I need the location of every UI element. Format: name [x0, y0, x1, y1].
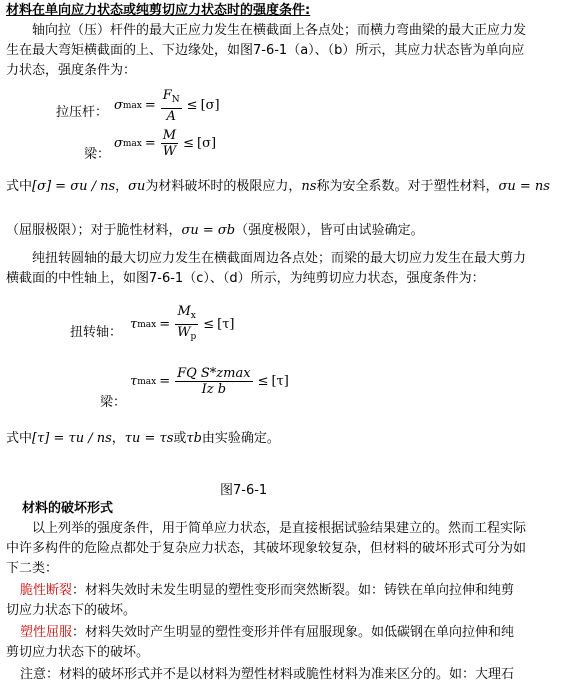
- eq3-num-sub: x: [190, 311, 196, 321]
- def1-prefix: 式中: [6, 179, 33, 194]
- eq3-num: M: [177, 304, 191, 319]
- eq2-num: M: [161, 128, 178, 144]
- def1-expr-d: σu = ns: [498, 179, 550, 194]
- label-beam-normal: 梁：: [84, 147, 111, 162]
- definition-line3: [6, 430, 280, 448]
- section-title-failure: 材料的破坏形式: [22, 501, 114, 516]
- def2-text-b: （强度极限），皆可由试验确定。: [235, 223, 424, 238]
- eq4-num: FQ S*zmax: [177, 366, 251, 381]
- para-torsion-line1: 纯扭转圆轴的最大切应力发生在横截面周边各点处；而梁的最大切应力发生在最大剪力: [32, 251, 527, 266]
- eq1-num: F: [162, 88, 172, 103]
- def3-expr2: τu = τs: [124, 431, 174, 446]
- equation-beam-shear: τ max = $\frac{\text{FQ S*zmax}}{\text{Iz b}}$ ≤ [τ]: [130, 366, 289, 397]
- eq4-rel: ≤: [257, 373, 269, 389]
- para-axial-line3: 力状态，强度条件为：: [6, 63, 137, 78]
- def1-text-c: 称为安全系数。对于塑性材料，: [316, 179, 499, 194]
- eq2-lhs-sub: max: [122, 138, 142, 149]
- eq2-lhs: σ: [114, 135, 123, 151]
- equation-rod: σ max = $\frac{F_N}{A}$ ≤ [σ]: [114, 88, 220, 124]
- eq2-rel: ≤: [183, 135, 195, 151]
- eq2-rhs: [σ]: [197, 135, 217, 151]
- brittle-term: 脆性断裂: [20, 583, 73, 598]
- note-line1: 注意：材料的破坏形式并不是以材料为塑性材料或脆性材料为准来区分的。如：大理石: [20, 667, 515, 682]
- def3-tail: 由实验确定。: [201, 431, 280, 446]
- eq1-fraction: [161, 88, 182, 124]
- eq3-den-sub: p: [190, 332, 197, 342]
- brittle-desc1: ：材料失效时未发生明显的塑性变形而突然断裂。如：铸铁在单向拉伸和纯剪: [72, 583, 515, 598]
- def3-or: 或: [173, 431, 187, 446]
- para-failure-line3: 下二类：: [6, 561, 59, 576]
- label-beam-shear: 梁：: [100, 395, 127, 410]
- figure-caption: 图7-6-1: [220, 483, 268, 498]
- eq1-num-sub: N: [171, 95, 180, 105]
- def1-sym-ns: ns: [301, 179, 317, 194]
- def3-expr: [τ] = τu / ns: [32, 431, 112, 446]
- para-axial-line1: 轴向拉（压）杆件的最大正应力发生在横截面上各点处；而横力弯曲梁的最大正应力发: [32, 23, 527, 38]
- eq3-rel: ≤: [203, 316, 215, 332]
- eq2-den: W: [162, 144, 177, 159]
- def1-sym-u: σu: [128, 179, 146, 194]
- para-axial-line2: 生在最大弯矩横截面的上、下边缘处，如图7-6-1（a）、（b）所示，其应力状态皆为单向应: [6, 43, 525, 58]
- para-failure-line2: 中许多构件的危险点都处于复杂应力状态，其破坏现象较复杂，但材料的破坏形式可分为如: [6, 541, 527, 556]
- eq4-lhs-sub: max: [137, 376, 157, 387]
- para-failure-line1: 以上列举的强度条件，用于简单应力状态，是直接根据试验结果建立的。然而工程实际: [32, 521, 527, 536]
- def1-expr: [σ] = σu / ns: [32, 179, 116, 194]
- def2-text-a: （屈服极限）；对于脆性材料，: [6, 223, 182, 238]
- eq1-rel: ≤: [186, 98, 198, 113]
- def3-prefix: 式中: [6, 431, 33, 446]
- def3-sep: ，: [111, 431, 125, 446]
- eq4-fraction: [175, 366, 252, 397]
- equation-beam-normal: σ max = $\frac{M}{W}$ ≤ [σ]: [114, 128, 217, 159]
- eq4-den: Iz b: [201, 382, 227, 397]
- eq3-den: W: [177, 325, 191, 340]
- plastic-term: 塑性屈服: [20, 625, 73, 640]
- eq1-den: A: [166, 109, 176, 124]
- label-tension-rod: 拉压杆：: [56, 105, 109, 120]
- plastic-desc1: ：材料失效时产生明显的塑性变形并伴有屈服现象。如低碳钢在单向拉伸和纯: [72, 625, 515, 640]
- plastic-line1: [20, 624, 514, 642]
- eq4-lhs: τ: [130, 373, 138, 389]
- label-torsion-shaft: 扭转轴：: [70, 325, 123, 340]
- definition-line1: [6, 178, 550, 196]
- eq1-lhs-sub: max: [122, 101, 142, 111]
- def1-text-b: 为材料破坏时的极限应力，: [145, 179, 302, 194]
- def1-sep: ，: [115, 179, 129, 194]
- brittle-line2: 切应力状态下的破坏。: [6, 603, 137, 618]
- def3-expr3: τb: [186, 431, 202, 446]
- def2-expr: σu = σb: [181, 223, 236, 238]
- eq3-rhs: [τ]: [217, 316, 235, 332]
- eq1-lhs: σ: [114, 98, 123, 113]
- eq4-rhs: [τ]: [271, 373, 289, 389]
- eq1-rhs: [σ]: [200, 98, 220, 113]
- eq2-fraction: [161, 128, 178, 159]
- definition-line2: [6, 222, 424, 240]
- eq3-fraction: [175, 304, 198, 345]
- eq3-lhs: τ: [130, 316, 138, 332]
- equation-shaft: τ max = $\frac{M_x}{W_p}$ ≤ [τ]: [130, 304, 234, 345]
- plastic-line2: 剪切应力状态下的破坏。: [6, 645, 150, 660]
- eq3-lhs-sub: max: [137, 319, 157, 330]
- brittle-line1: [20, 582, 514, 600]
- section-title-strength: 材料在单向应力状态或纯剪切应力状态时的强度条件:: [6, 3, 311, 18]
- para-torsion-line2: 横截面的中性轴上，如图7-6-1（c）、（d）所示，为纯剪切应力状态，强度条件为：: [6, 271, 485, 286]
